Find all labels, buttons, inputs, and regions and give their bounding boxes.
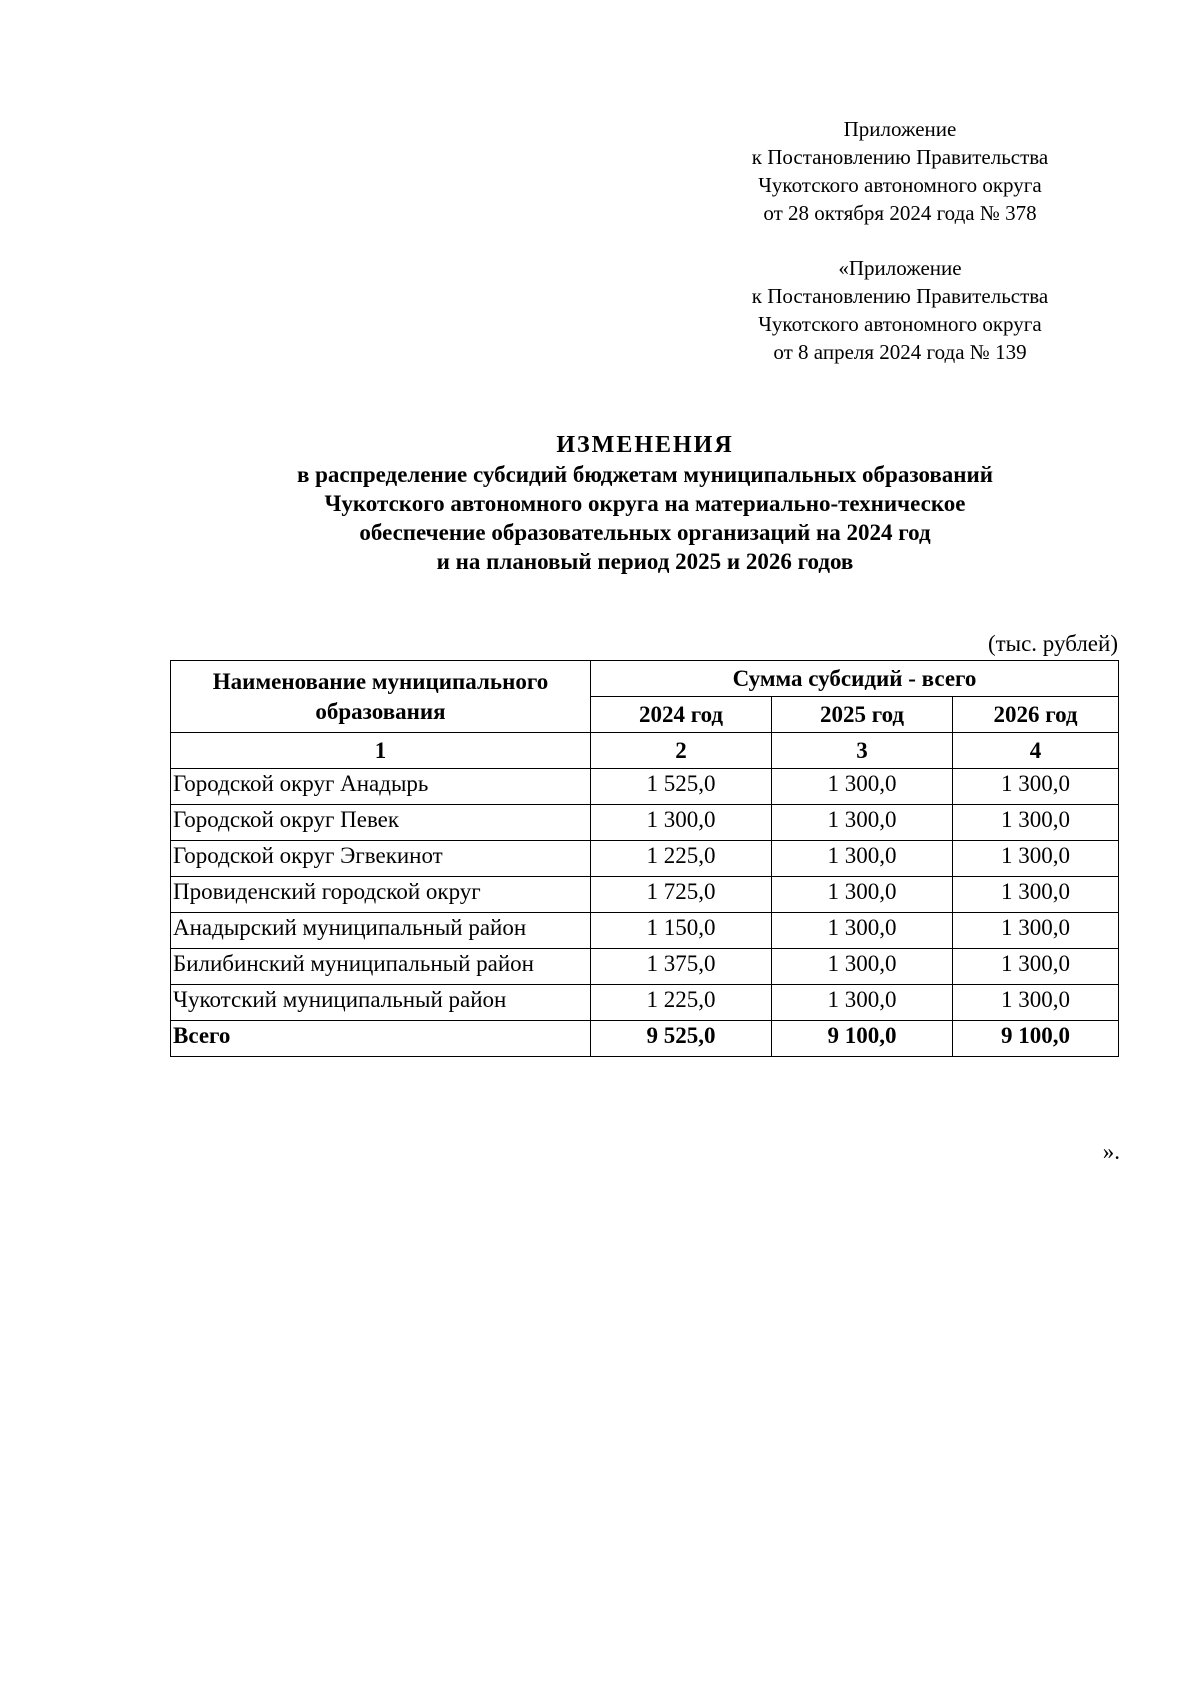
table-row	[171, 769, 1119, 805]
header-municipality: Наименование муниципального образования	[171, 661, 591, 733]
municipality-name: Провиденский городской округ	[171, 877, 591, 913]
value-2026: 1 300,0	[953, 877, 1119, 913]
value-2025: 1 300,0	[772, 805, 953, 841]
total-label: Всего	[171, 1021, 591, 1057]
approval-stamp-original	[720, 254, 1080, 366]
title-subtitle	[150, 460, 1140, 576]
column-number: 1	[171, 733, 591, 769]
table-row	[171, 985, 1119, 1021]
units-note: (тыс. рублей)	[987, 631, 1118, 656]
total-2025: 9 100,0	[772, 1021, 953, 1057]
document-title	[150, 430, 1140, 576]
column-number: 3	[772, 733, 953, 769]
approval-line: Чукотского автономного округа	[758, 312, 1042, 336]
municipality-name: Городской округ Эгвекинот	[171, 841, 591, 877]
approval-line: к Постановлению Правительства	[751, 145, 1049, 169]
value-2026: 1 300,0	[953, 805, 1119, 841]
subtitle-line: обеспечение образовательных организаций на 2024 год	[359, 520, 931, 545]
municipality-name: Городской округ Анадырь	[171, 769, 591, 805]
subtitle-line: Чукотского автономного округа на материально-техническое	[324, 491, 966, 516]
value-2025: 1 300,0	[772, 985, 953, 1021]
subsidies-table	[170, 660, 1119, 1057]
approval-line: от 28 октября 2024 года № 378	[763, 201, 1037, 225]
approval-line: от 8 апреля 2024 года № 139	[773, 340, 1027, 364]
value-2026: 1 300,0	[953, 841, 1119, 877]
table-column-numbers-row	[171, 733, 1119, 769]
value-2024: 1 150,0	[591, 913, 772, 949]
value-2026: 1 300,0	[953, 949, 1119, 985]
approval-stamp-current	[720, 115, 1080, 227]
value-2025: 1 300,0	[772, 841, 953, 877]
title-main: ИЗМЕНЕНИЯ	[556, 432, 734, 458]
approval-line: Приложение	[843, 117, 957, 141]
header-year-2024: 2024 год	[591, 697, 772, 733]
value-2024: 1 225,0	[591, 985, 772, 1021]
header-year-2025: 2025 год	[772, 697, 953, 733]
table-row	[171, 805, 1119, 841]
approval-line: Чукотского автономного округа	[758, 173, 1042, 197]
value-2025: 1 300,0	[772, 877, 953, 913]
header-year-2026: 2026 год	[953, 697, 1119, 733]
municipality-name: Городской округ Певек	[171, 805, 591, 841]
value-2025: 1 300,0	[772, 949, 953, 985]
table-header-row	[171, 661, 1119, 697]
municipality-name: Билибинский муниципальный район	[171, 949, 591, 985]
value-2024: 1 375,0	[591, 949, 772, 985]
value-2024: 1 225,0	[591, 841, 772, 877]
total-2024: 9 525,0	[591, 1021, 772, 1057]
header-sum-total: Сумма субсидий - всего	[591, 661, 1119, 697]
value-2026: 1 300,0	[953, 913, 1119, 949]
approval-line: «Приложение	[838, 256, 962, 280]
table-row	[171, 841, 1119, 877]
closing-quote: ».	[1102, 1139, 1120, 1164]
value-2026: 1 300,0	[953, 769, 1119, 805]
approval-line: к Постановлению Правительства	[751, 284, 1049, 308]
value-2025: 1 300,0	[772, 769, 953, 805]
table-row	[171, 877, 1119, 913]
value-2025: 1 300,0	[772, 913, 953, 949]
subtitle-line: и на плановый период 2025 и 2026 годов	[436, 549, 854, 574]
subtitle-line: в распределение субсидий бюджетам муниципальных образований	[296, 462, 994, 487]
municipality-name: Анадырский муниципальный район	[171, 913, 591, 949]
table-row	[171, 913, 1119, 949]
column-number: 4	[953, 733, 1119, 769]
value-2024: 1 525,0	[591, 769, 772, 805]
value-2024: 1 300,0	[591, 805, 772, 841]
value-2024: 1 725,0	[591, 877, 772, 913]
column-number: 2	[591, 733, 772, 769]
total-2026: 9 100,0	[953, 1021, 1119, 1057]
value-2026: 1 300,0	[953, 985, 1119, 1021]
table-row	[171, 949, 1119, 985]
municipality-name: Чукотский муниципальный район	[171, 985, 591, 1021]
table-total-row	[171, 1021, 1119, 1057]
